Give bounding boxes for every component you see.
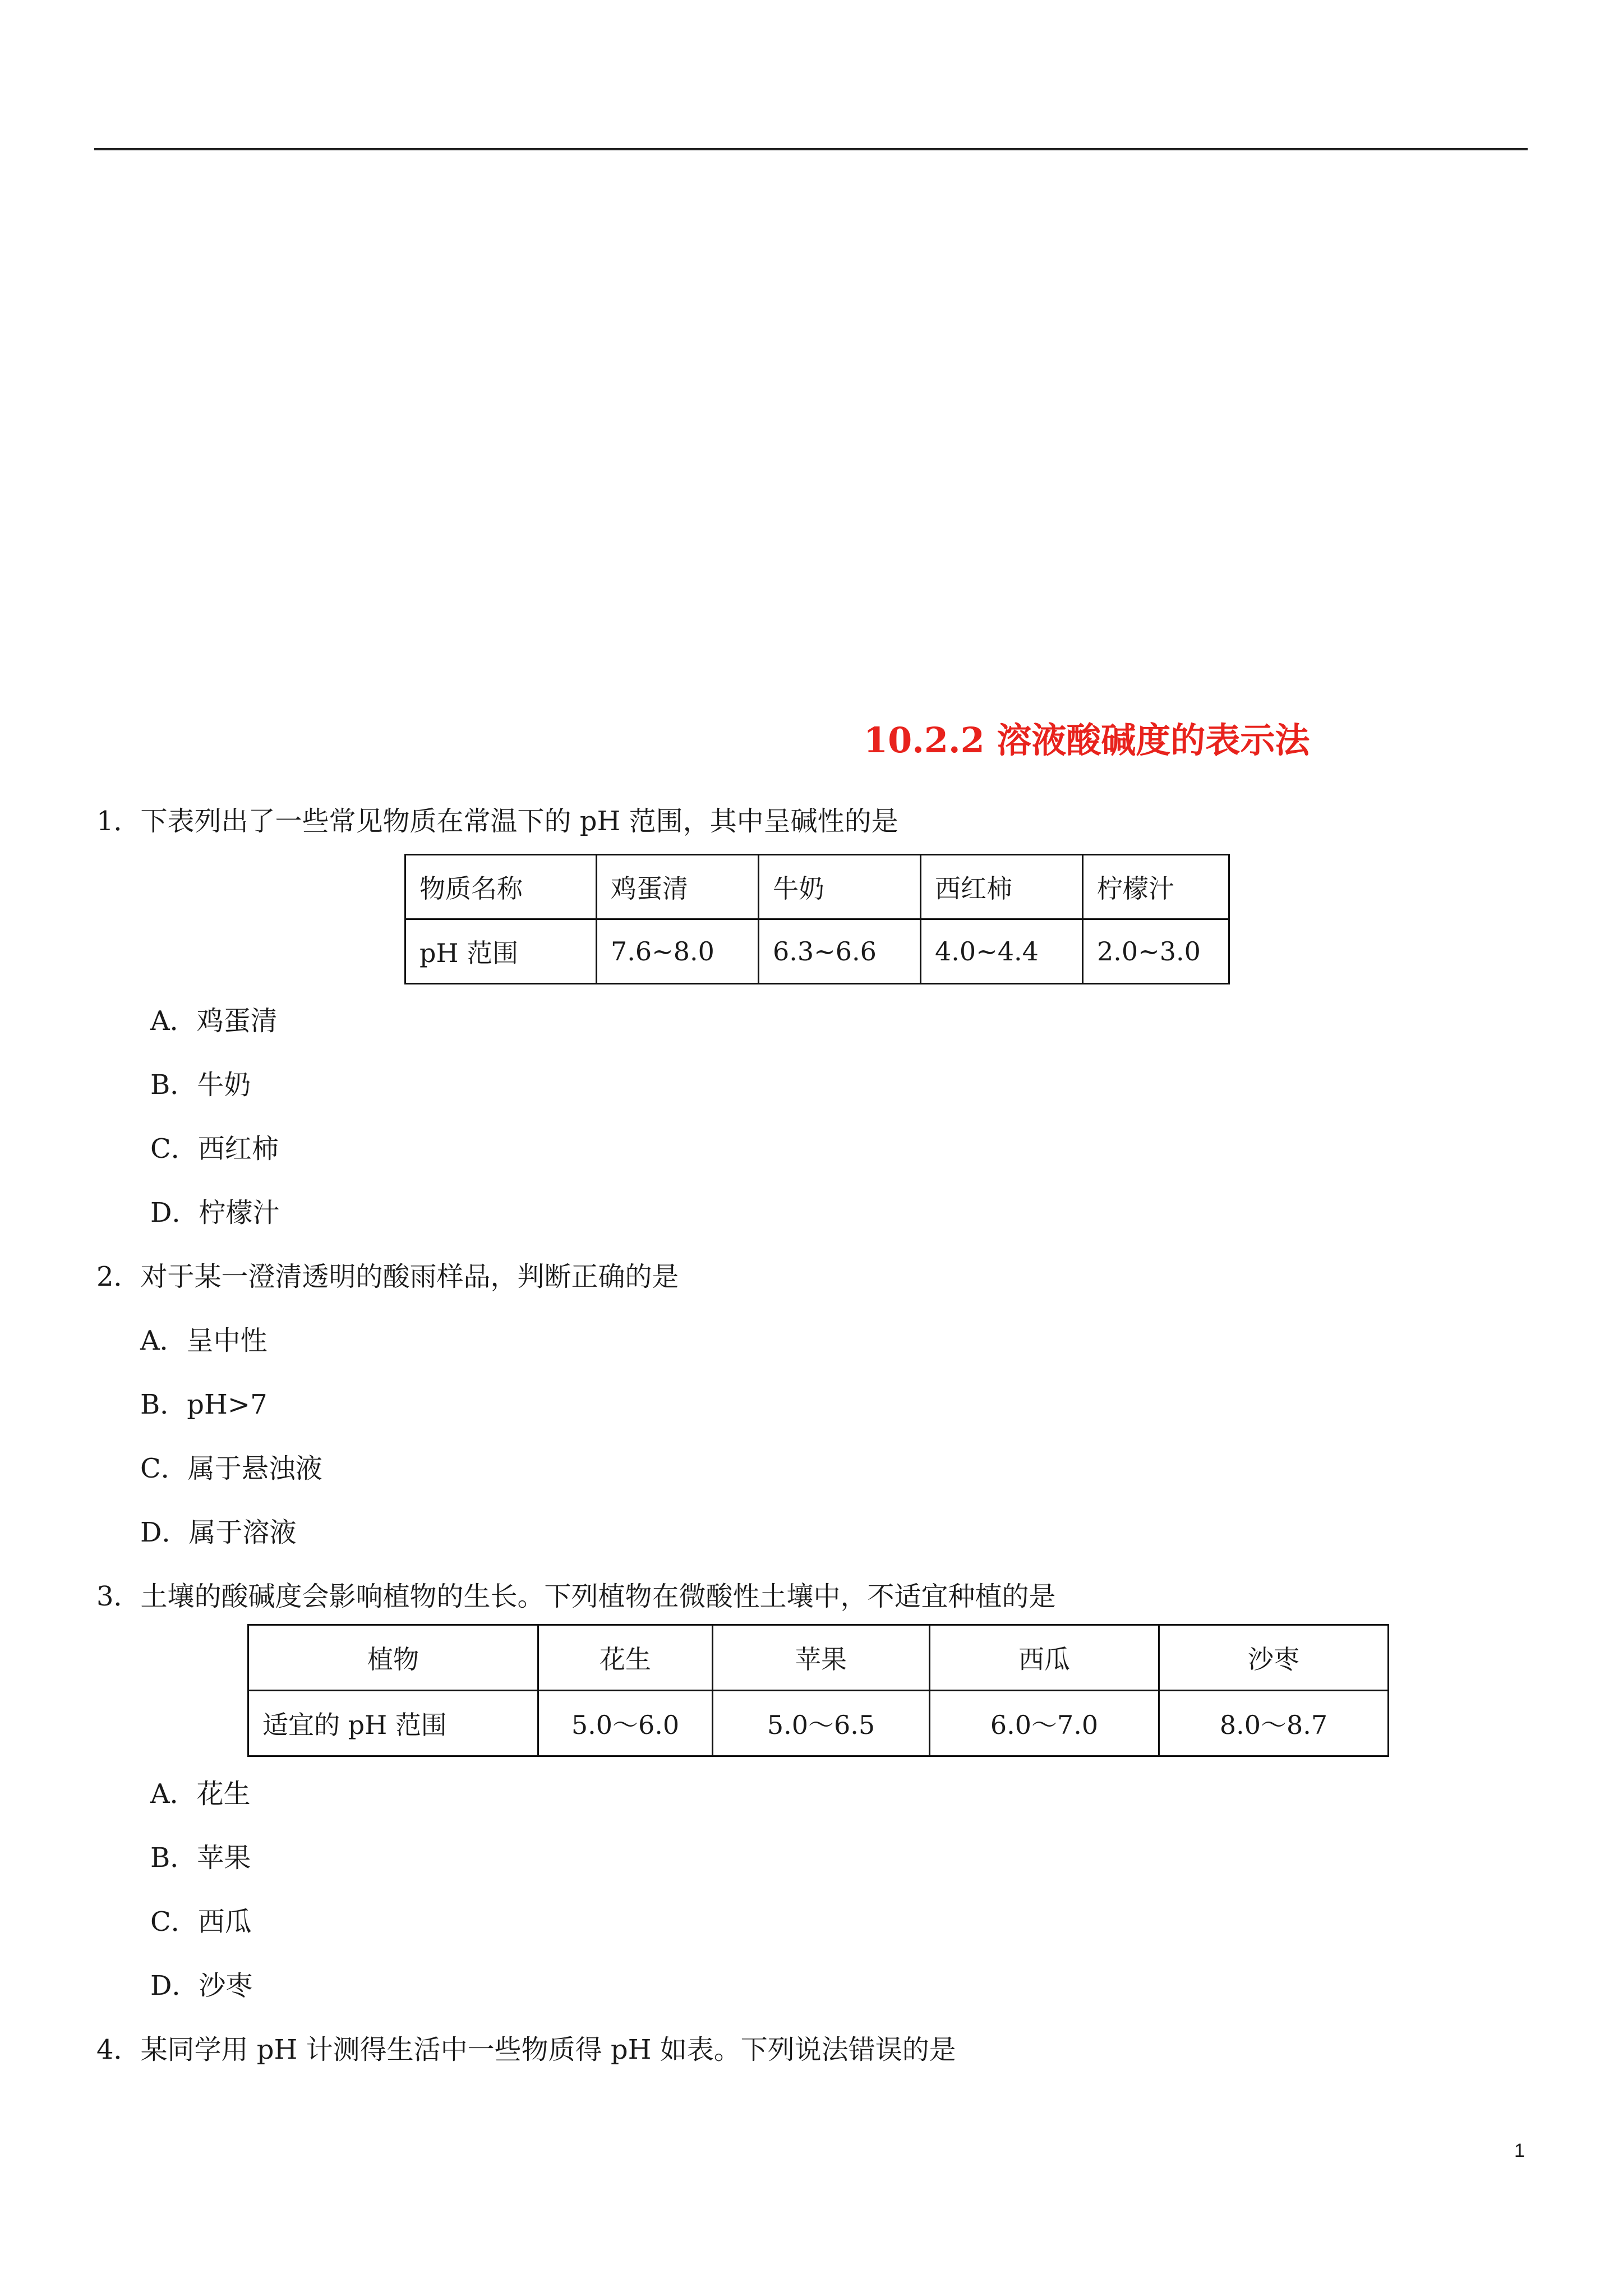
table-row — [405, 855, 1229, 919]
table-cell: 4.0~4.4 — [921, 919, 1083, 984]
table-cell: 沙枣 — [1159, 1625, 1389, 1691]
table-row — [405, 919, 1229, 984]
question-3-option-b: B．苹果 — [150, 1842, 251, 1874]
table-cell: 花生 — [538, 1625, 713, 1691]
page-title: 10.2.2 溶液酸碱度的表示法 — [864, 720, 1310, 761]
table-cell: 7.6~8.0 — [597, 919, 759, 984]
question-1-stem: 1．下表列出了一些常见物质在常温下的 pH 范围，其中呈碱性的是 — [96, 806, 898, 837]
question-1-option-b: B．牛奶 — [150, 1069, 251, 1101]
header-rule — [94, 148, 1528, 150]
table-cell: 鸡蛋清 — [597, 855, 759, 919]
question-2-stem: 2．对于某一澄清透明的酸雨样品，判断正确的是 — [96, 1261, 679, 1292]
table-cell: 2.0~3.0 — [1083, 919, 1229, 984]
question-3-option-c: C．西瓜 — [150, 1906, 252, 1938]
table-cell: 6.0～7.0 — [930, 1691, 1159, 1756]
table-row — [248, 1691, 1389, 1756]
question-3-table — [247, 1624, 1389, 1757]
table-cell: 西红柿 — [921, 855, 1083, 919]
question-1-option-c: C．西红柿 — [150, 1133, 279, 1165]
question-4-stem: 4．某同学用 pH 计测得生活中一些物质得 pH 如表。下列说法错误的是 — [96, 2034, 956, 2065]
table-cell: 8.0～8.7 — [1159, 1691, 1389, 1756]
question-3-option-d: D．沙枣 — [150, 1970, 253, 2001]
table-cell: 适宜的 pH 范围 — [248, 1691, 538, 1756]
question-1-option-a: A．鸡蛋清 — [150, 1005, 278, 1037]
table-cell: 5.0～6.5 — [713, 1691, 930, 1756]
page-number: 1 — [1514, 2140, 1525, 2161]
question-1-table — [404, 854, 1230, 984]
table-cell: 6.3~6.6 — [759, 919, 921, 984]
table-cell: 植物 — [248, 1625, 538, 1691]
question-1-option-d: D．柠檬汁 — [150, 1197, 280, 1228]
table-row — [248, 1625, 1389, 1691]
table-cell: 柠檬汁 — [1083, 855, 1229, 919]
table-cell: 物质名称 — [405, 855, 597, 919]
question-2-option-c: C．属于悬浊液 — [140, 1453, 322, 1484]
question-2-option-d: D．属于溶液 — [140, 1517, 297, 1548]
table-cell: 西瓜 — [930, 1625, 1159, 1691]
question-2-option-a: A．呈中性 — [140, 1325, 268, 1356]
table-cell: 牛奶 — [759, 855, 921, 919]
question-3-option-a: A．花生 — [150, 1778, 251, 1810]
table-cell: 5.0～6.0 — [538, 1691, 713, 1756]
question-2-option-b: B．pH>7 — [140, 1389, 268, 1420]
table-cell: pH 范围 — [405, 919, 597, 984]
table-cell: 苹果 — [713, 1625, 930, 1691]
question-3-stem: 3．土壤的酸碱度会影响植物的生长。下列植物在微酸性土壤中，不适宜种植的是 — [96, 1581, 1056, 1612]
